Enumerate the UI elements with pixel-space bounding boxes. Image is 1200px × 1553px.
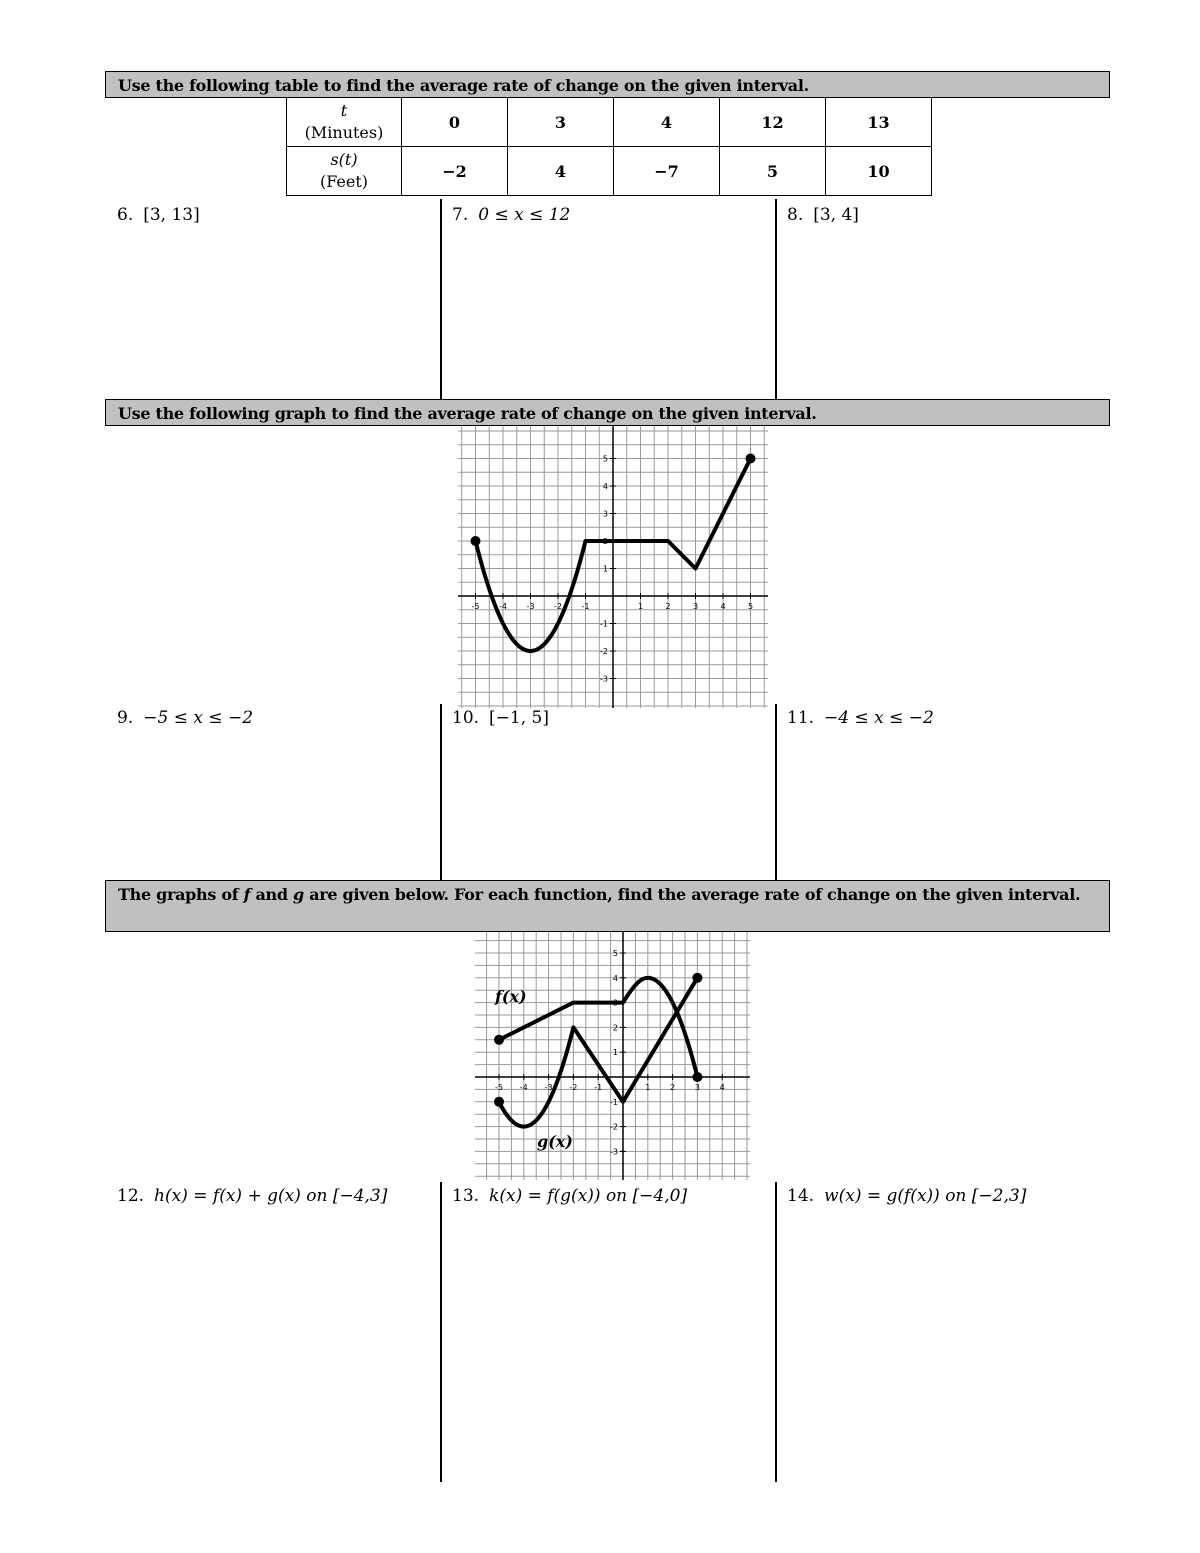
- question-10: [452, 708, 549, 728]
- table-cell: 13: [826, 98, 932, 147]
- question-7: [452, 205, 570, 225]
- x-tick-label: 4: [720, 602, 726, 611]
- endpoint-dot: [746, 454, 756, 464]
- endpoint-dot: [471, 536, 481, 546]
- table-cell: −2: [402, 147, 508, 196]
- column-divider: [775, 704, 777, 880]
- question-text: w(x) = g(f(x)) on [−2,3]: [824, 1186, 1027, 1206]
- question-6: [117, 205, 200, 225]
- column-divider: [440, 704, 442, 880]
- y-tick-label: 2: [612, 1023, 618, 1033]
- y-tick-label: -2: [610, 1122, 618, 1132]
- table-cell: 0: [402, 98, 508, 147]
- question-number: 6.: [117, 205, 134, 225]
- table-cell: 12: [720, 98, 826, 147]
- question-9: [117, 708, 253, 728]
- y-tick-label: -3: [600, 674, 608, 684]
- x-tick-label: 3: [692, 602, 699, 611]
- question-number: 8.: [787, 205, 804, 225]
- x-tick-label: -1: [581, 602, 590, 611]
- graph-section-banner: Use the following graph to find the average rate of change on the given interval.: [105, 399, 1110, 426]
- table-cell: 3: [508, 98, 614, 147]
- table-header-t: [287, 98, 402, 147]
- y-tick-label: 5: [602, 454, 608, 464]
- y-tick-label: 2: [602, 537, 608, 546]
- question-11: [787, 708, 934, 728]
- table-unit-feet: (Feet): [319, 172, 369, 191]
- question-number: 9.: [117, 708, 134, 728]
- x-tick-label: -5: [471, 602, 480, 611]
- question-text: h(x) = f(x) + g(x) on [−4,3]: [154, 1186, 388, 1206]
- question-8: [787, 205, 859, 225]
- x-tick-label: 5: [747, 602, 754, 611]
- graph-2: [475, 932, 750, 1180]
- x-tick-label: -2: [569, 1083, 578, 1092]
- x-tick-label: -2: [554, 602, 562, 611]
- question-12: [117, 1186, 387, 1206]
- column-divider: [775, 1182, 777, 1482]
- x-tick-label: -5: [495, 1083, 503, 1092]
- question-number: 11.: [787, 708, 815, 728]
- table-cell: 5: [720, 147, 826, 196]
- question-13: [452, 1186, 687, 1206]
- x-tick-label: 3: [694, 1083, 700, 1092]
- y-tick-label: -3: [610, 1147, 618, 1157]
- y-tick-label: 4: [602, 482, 608, 491]
- x-tick-label: 2: [670, 1083, 676, 1092]
- x-tick-label: -4: [519, 1083, 528, 1092]
- x-tick-label: 2: [665, 602, 671, 611]
- rate-table: [286, 97, 932, 196]
- question-number: 7.: [452, 205, 469, 225]
- question-number: 12.: [117, 1186, 145, 1206]
- question-text: [3, 4]: [813, 205, 859, 225]
- y-tick-label: 1: [602, 564, 608, 574]
- y-tick-label: -1: [610, 1097, 618, 1107]
- y-tick-label: 5: [612, 949, 618, 958]
- column-divider: [440, 1182, 442, 1482]
- x-tick-label: 1: [645, 1083, 651, 1092]
- column-divider: [775, 199, 777, 399]
- fg-banner-post: are given below. For each function, find the average rate of change on the given interval.: [303, 885, 1081, 904]
- g-label: g(x): [537, 1132, 573, 1151]
- fg-banner-g: g: [293, 885, 304, 904]
- endpoint-dot: [692, 1072, 702, 1082]
- question-number: 13.: [452, 1186, 480, 1206]
- question-14: [787, 1186, 1026, 1206]
- x-tick-label: -3: [526, 602, 535, 611]
- y-tick-label: 1: [612, 1048, 618, 1058]
- x-tick-label: -3: [544, 1083, 553, 1092]
- x-tick-label: -1: [594, 1083, 603, 1092]
- endpoint-dot: [692, 973, 702, 983]
- f-label: f(x): [495, 987, 527, 1006]
- column-divider: [440, 199, 442, 399]
- x-tick-label: -4: [499, 602, 507, 611]
- question-text: −5 ≤ x ≤ −2: [143, 708, 254, 728]
- question-text: [3, 13]: [143, 205, 200, 225]
- y-tick-label: 4: [612, 973, 618, 983]
- table-unit-minutes: (Minutes): [304, 123, 384, 142]
- table-cell: −7: [614, 147, 720, 196]
- fg-section-banner: [105, 880, 1110, 932]
- question-text: k(x) = f(g(x)) on [−4,0]: [489, 1186, 688, 1206]
- y-tick-label: 3: [602, 509, 608, 519]
- y-tick-label: 3: [612, 998, 618, 1008]
- table-cell: 4: [614, 98, 720, 147]
- question-number: 14.: [787, 1186, 815, 1206]
- table-row-s: [287, 147, 932, 196]
- table-row-t: [287, 98, 932, 147]
- question-text: 0 ≤ x ≤ 12: [478, 205, 571, 225]
- table-cell: 4: [508, 147, 614, 196]
- question-text: [−1, 5]: [489, 708, 549, 728]
- table-section-banner: Use the following table to find the average rate of change on the given interval.: [105, 71, 1110, 98]
- table-header-s: [287, 147, 402, 196]
- table-cell: 10: [826, 147, 932, 196]
- fg-banner-f: f: [243, 885, 251, 904]
- table-var-s: s(t): [330, 150, 358, 169]
- question-number: 10.: [452, 708, 480, 728]
- x-tick-label: 4: [719, 1083, 725, 1092]
- fg-banner-pre: The graphs of: [118, 885, 244, 904]
- endpoint-dot: [494, 1097, 504, 1107]
- endpoint-dot: [494, 1035, 504, 1045]
- fg-banner-and: and: [250, 885, 294, 904]
- question-text: −4 ≤ x ≤ −2: [824, 708, 934, 728]
- x-tick-label: 1: [637, 602, 644, 611]
- graph-1: [458, 426, 768, 708]
- table-var-t: t: [340, 101, 348, 120]
- y-tick-label: -1: [600, 619, 608, 629]
- y-tick-label: -2: [600, 647, 608, 656]
